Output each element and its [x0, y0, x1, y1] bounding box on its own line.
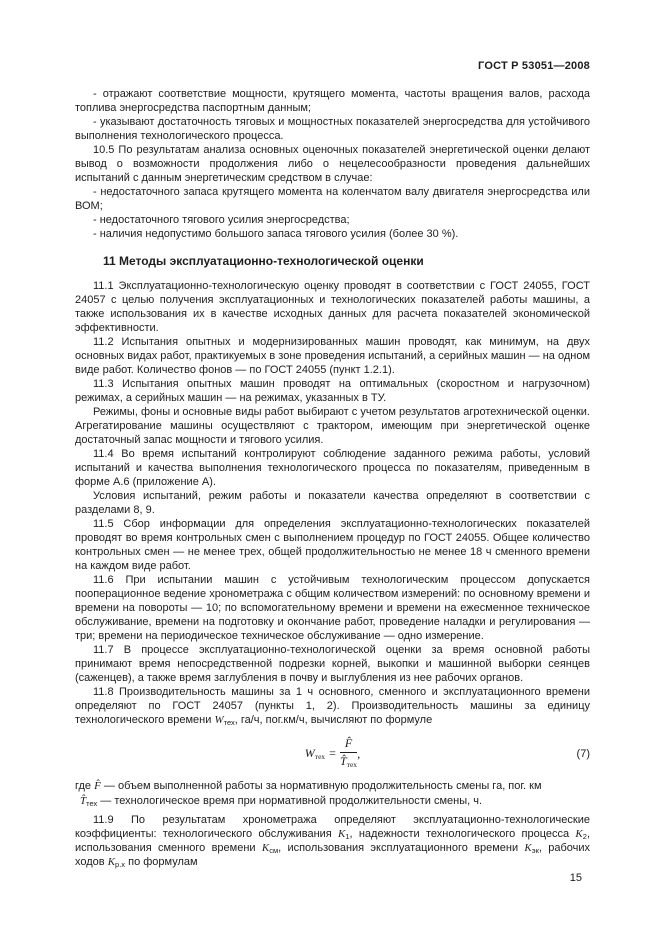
fraction — [340, 736, 357, 769]
formula-comma: , — [357, 746, 361, 761]
doc-header — [75, 60, 590, 72]
formula-7 — [305, 737, 360, 769]
paragraph-11-6: 11.6 При испытании машин с устойчивым технологическим процессом допускается пооперационное ведение хронометража с общим количеством измерений: по основному времени и времени на повороты — 10; по вспомогательному времени и времени на ежесменное техническое обслуживание, времени на подготовку и окончание работ, проведение наладки и регулирования — три; времени на периодическое техническое обслуживание — одно измерение. — [75, 574, 590, 642]
paragraph-11-4: 11.4 Во время испытаний контролируют соблюдение заданного режима работы, условий испытаний и качества выполнения технологического процесса по показателям, приведенным в форме А.6 (приложение А). — [75, 448, 590, 488]
paragraph-11-9: 11.9 По результатам хронометража определяют эксплуатационно-технологические коэффициенты: технологического обслуживания $K_1$, надежности технологического процесса $K_2$, использования сменного времени $K_{см}$, использования эксплуатационного времени $K_{эк}$, рабочих ходов $K_{р.х}$ по формулам — [75, 814, 590, 869]
paragraph-11-8: 11.8 Производительность машины за 1 ч основного, сменного и эксплуатационного времени определяют по ГОСТ 24057 (пункты 1, 2). Производительность машины за единицу технологического времени $W_{тех}$, га/ч, пог.км/ч, вычисляют по формуле — [75, 686, 590, 727]
paragraph-11-1: 11.1 Эксплуатационно-технологическую оценку проводят в соответствии с ГОСТ 24055, ГОСТ 24057 с целью получения эксплуатационных и технологических показателей работы машины, а также использования их в качестве исходных данных для расчета показателей экономической эффективности. — [75, 280, 590, 334]
paragraph-11-5: 11.5 Сбор информации для определения эксплуатационно-технологических показателей проводят во время контрольных смен с выполнением процедур по ГОСТ 24055. Общее количество контрольных смен — не менее трех, общей продолжительностью не менее 18 ч сменного времени на каждом виде работ. — [75, 518, 590, 572]
formula-where-t: $T̂_{тех}$ — технологическое время при нормативной продолжительности смены, ч. — [80, 795, 483, 808]
paragraph-11-7: 11.7 В процессе эксплуатационно-технологической оценки за время основной работы принимают время непосредственной подрезки корней, выкопки и машинной выборки сеянцев (саженцев), а также время заглубления в почву и выглубления из нее рабочих органов. — [75, 644, 590, 684]
section-heading-11: 11 Методы эксплуатационно-технологической оценки — [103, 254, 424, 268]
formula-lhs-subscript: тех — [314, 751, 326, 761]
paragraph-11-4-conditions: Условия испытаний, режим работы и показатели качества определяют в соответствии с разделами 8, 9. — [75, 490, 590, 516]
paragraph-10-5: 10.5 По результатам анализа основных оценочных показателей энергетической оценки делают вывод о возможности продолжения либо о нецелесообразности проведения дальнейших испытаний с данным энергетическим средством в случае: — [75, 144, 590, 184]
paragraph-11-3: 11.3 Испытания опытных машин проводят на оптимальных (скоростном и нагрузочном) режимах, а серийных машин — на режимах, указанных в ТУ. — [75, 378, 590, 404]
paragraph-10-5-item-c: - наличия недопустимо большого запаса тягового усилия (более 30 %). — [93, 228, 459, 240]
paragraph-dash-fuel: - отражают соответствие мощности, крутящего момента, частоты вращения валов, расхода топлива энергосредства паспортным данным; — [75, 88, 590, 114]
formula-block — [75, 737, 590, 771]
page-number: 15 — [569, 872, 582, 884]
paragraph-10-5-item-a: - недостаточного запаса крутящего момента на коленчатом валу двигателя энергосредства или ВОМ; — [75, 186, 590, 212]
paragraph-11-3-modes: Режимы, фоны и основные виды работ выбирают с учетом результатов агротехнической оценки. Агрегатирование машины осуществляют с трактором, имеющим при энергетической оценке достаточный запас мощности и тягового усилия. — [75, 406, 590, 446]
fraction-denominator: $T̂_{тех}$ — [340, 754, 357, 769]
paragraph-11-2: 11.2 Испытания опытных и модернизированных машин проводят, как минимум, на двух основных видах работ, практикуемых в зоне проведения испытаний, а серийных машин — на одном виде работ. Количество фонов — по ГОСТ 24055 (пункт 1.2.1). — [75, 336, 591, 376]
formula-number: (7) — [576, 748, 590, 760]
formula-where-f: где F̂ — объем выполненной работы за нормативную продолжительность смены га, пог. км — [75, 780, 542, 792]
formula-lhs-variable: W — [304, 745, 315, 760]
paragraph-10-5-item-b: - недостаточного тягового усилия энергосредства; — [93, 214, 350, 226]
doc-number: ГОСТ Р 53051—2008 — [478, 60, 590, 72]
equals-sign: = — [329, 745, 336, 760]
paragraph-dash-traction: - указывают достаточность тяговых и мощностных показателей энергосредства для устойчивого выполнения технологического процесса. — [75, 116, 590, 142]
fraction-numerator: F̂ — [340, 736, 357, 753]
